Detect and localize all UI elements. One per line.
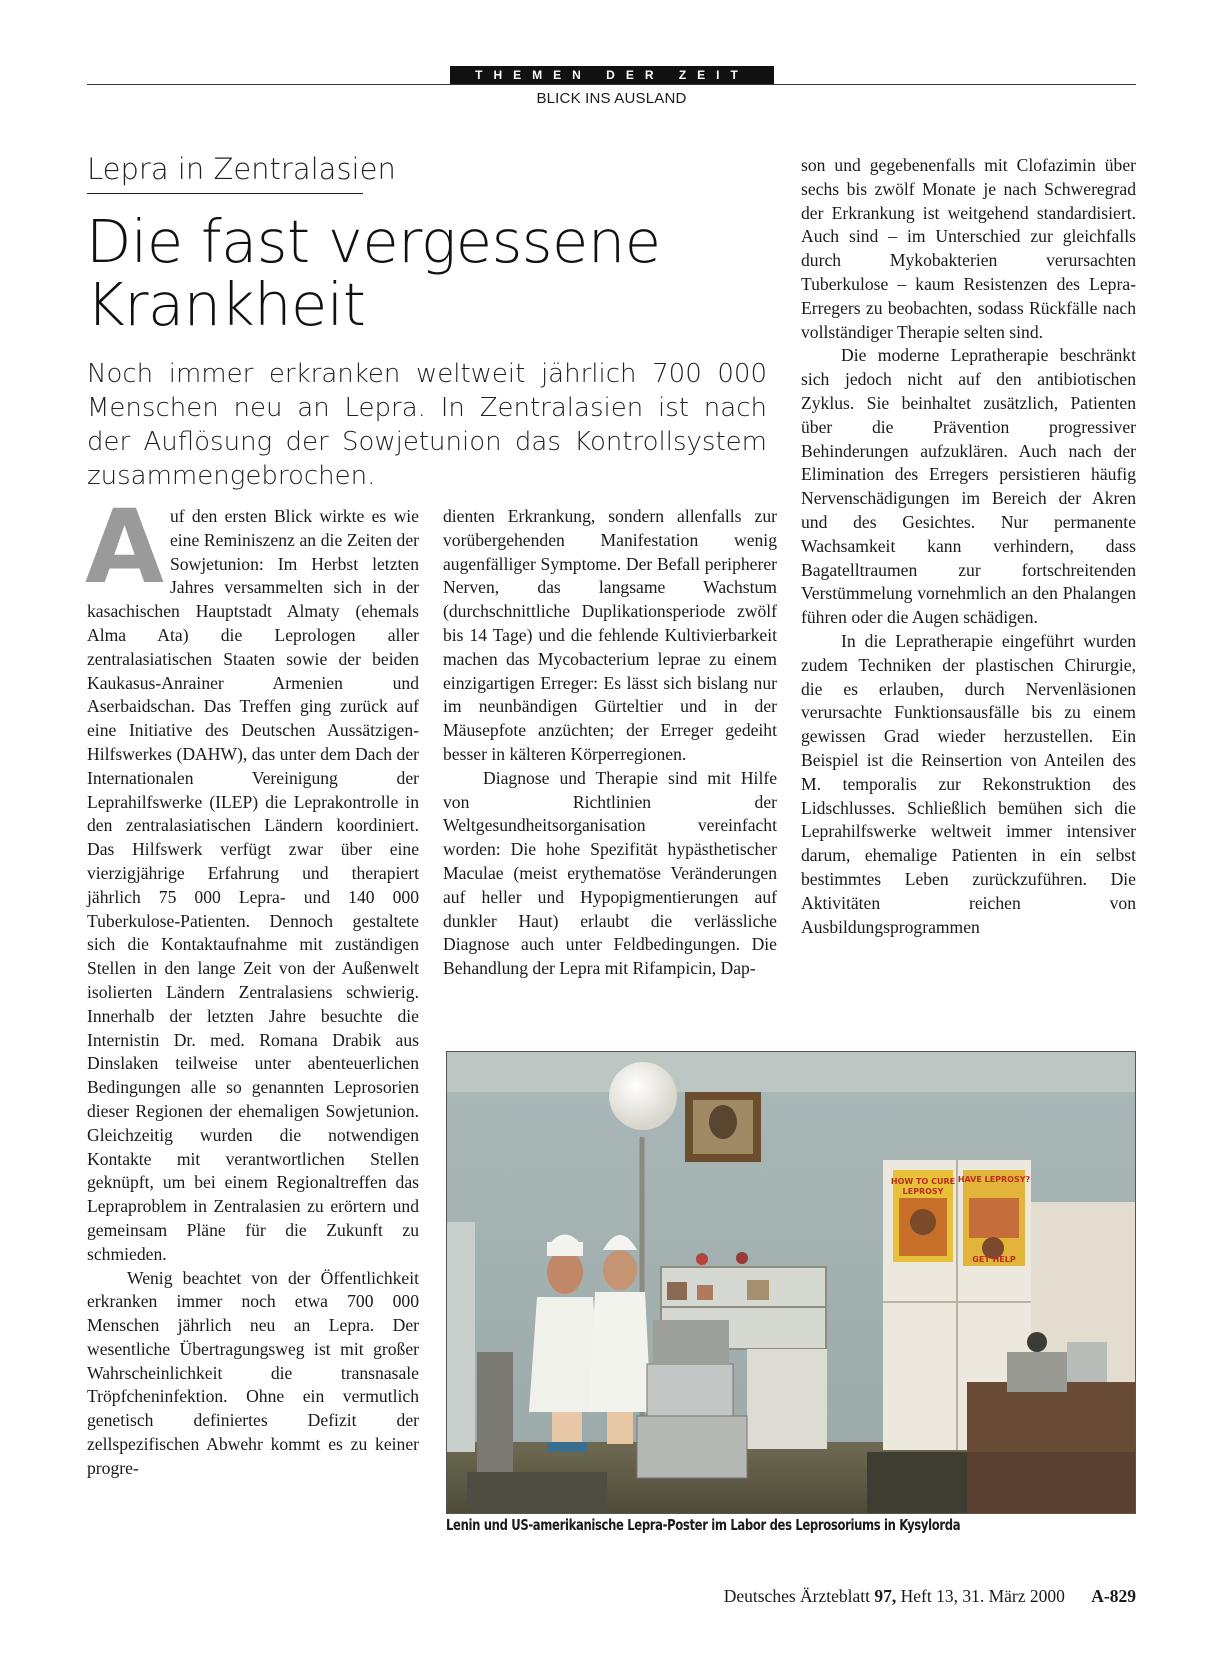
svg-text:HAVE LEPROSY?: HAVE LEPROSY?	[957, 1175, 1031, 1184]
journal-issue: Heft 13, 31. März 2000	[900, 1586, 1065, 1606]
kicker-underline	[87, 193, 363, 194]
journal-volume: 97,	[874, 1586, 897, 1606]
paragraph-text: uf den ersten Blick wirkte es wie eine Reminiszenz an die Zeiten der Sowjetunion: Im Herbst letzten Jahres versammelten sich in der kasachischen Hauptstadt Almaty (ehemals Alma Ata) die Leprologen aller zentralasiatischen Staaten sowie der beiden Kaukasus-Anrainer Armenien und Aserbaidschan. Das Treffen ging zurück auf eine Initiative des Deutschen Aussätzigen-Hilfswerkes (DAHW), das unter dem Dach der Internationalen Vereinigung der Leprahilfswerke (ILEP) die Leprakontrolle in den zentralasiatischen Ländern koordiniert. Das Hilfswerk verfügt zwar über eine vierzigjährige Erfahrung und therapiert jährlich 75 000 Lepra- und 140 000 Tuberkulose-Patienten. Dennoch gestaltete sich die Kontaktaufnahme mit zuständigen Stellen in den lange Zeit von der Außenwelt isolierten Ländern Zentralasiens schwierig. Innerhalb der letzten Jahre besuchte die Internistin Dr. med. Romana Drabik aus Dinslaken teilweise unter abenteuerlichen Bedingungen alle so genannten Leprosorien dieser Regionen der ehemaligen Sowjetunion. Gleichzeitig wurden die notwendigen Kontakte mit verantwortlichen Stellen geknüpft, um bei einem Regionaltreffen das Lepraproblem in Zentralasien zu erörtern und gemeinsam Pläne für die Zukunft zu schmieden.	[87, 506, 419, 1264]
subsection-label: BLICK INS AUSLAND	[536, 90, 687, 107]
page-footer	[600, 1586, 1136, 1607]
text-column-2	[443, 505, 777, 981]
text-column-1	[85, 488, 419, 1481]
article-kicker: Lepra in Zentralasien	[87, 152, 396, 186]
drop-cap: A	[85, 488, 164, 607]
paragraph: dienten Erkrankung, sondern allenfalls zur vorübergehenden Manifestation wenig augenfälliger Symptome. Der Befall peripherer Nerven, das langsame Wachstum (durchschnittliche Duplikationsperiode zwölf bis 14 Tage) und die fehlende Kultivierbarkeit machen das Mycobacterium leprae zu einem einzigartigen Erreger: Es lässt sich bislang nur im neunbändigen Gürteltier und in der Mäusepfote anzüchten; der Erreger gedeiht besser in kälteren Körperregionen.	[443, 506, 777, 764]
header-rule	[87, 84, 1136, 85]
paragraph: Diagnose und Therapie sind mit Hilfe von Richtlinien der Weltgesundheitsorganisation vereinfacht worden: Die hohe Spezifität hypästhetischer Maculae (meist erythematöse Veränderungen auf heller und Hypopigmentierungen auf dunkler Haut) erlaubt die verlässliche Diagnose auch unter Feldbedingungen. Die Behandlung der Lepra mit Rifampicin, Dap-	[443, 767, 777, 979]
paragraph: son und gegebenenfalls mit Clofazimin über sechs bis zwölf Monate je nach Schweregrad der Erkrankung ist weitgehend standardisiert. Auch sind – im Unterschied zur gleichfalls durch Mykobakterien verursachten Tuberkulose – kaum Resistenzen des Lepra-Erregers zu beobachten, sodass Rückfälle nach vollständiger Therapie selten sind.	[801, 155, 1136, 342]
journal-name: Deutsches Ärzteblatt	[723, 1586, 870, 1606]
svg-text:LEPROSY: LEPROSY	[902, 1187, 944, 1196]
photo-caption: Lenin und US-amerikanische Lepra-Poster im Labor des Leprosoriums in Kysylorda	[446, 1516, 961, 1534]
paragraph: Wenig beachtet von der Öffentlichkeit erkranken immer noch etwa 700 000 Menschen jährlich neu an Lepra. Der wesentliche Übertragungsweg ist mit großer Wahrscheinlichkeit die transnasale Tröpfcheninfektion. Ohne ein vermutlich genetisch definiertes Defizit der zellspezifischen Abwehr kommt es zu keiner progre-	[87, 1267, 419, 1478]
article-photo	[446, 1051, 1136, 1514]
section-label: THEMEN DER ZEIT	[450, 66, 774, 85]
text-column-3	[801, 154, 1136, 939]
svg-text:GET HELP: GET HELP	[972, 1255, 1016, 1264]
article-headline: Die fast vergessene Krankheit	[86, 207, 661, 339]
page-number: A-829	[1091, 1586, 1136, 1606]
paragraph: In die Lepratherapie eingeführt wurden zudem Techniken der plastischen Chirurgie, die es erlauben, durch Nervenläsionen verursachte Funktionsausfälle bis zu einem gewissen Grad wieder herzustellen. Ein Beispiel ist die Reinsertion von Anteilen des M. temporalis zur Rekonstruktion des Lidschlusses. Schließlich bemühen sich die Leprahilfswerke weltweit immer intensiver darum, ehemalige Patienten in ein selbst bestimmtes Leben zurückzuführen. Die Aktivitäten reichen von Ausbildungsprogrammen	[801, 630, 1136, 937]
svg-text:HOW TO CURE: HOW TO CURE	[890, 1177, 956, 1186]
article-lead: Noch immer erkranken weltweit jährlich 700 000 Menschen neu an Lepra. In Zentralasien ist nach der Auflösung der Sowjetunion das Kontrollsystem zusammengebrochen.	[87, 359, 767, 491]
paragraph	[85, 488, 419, 1267]
paragraph: Die moderne Lepratherapie beschränkt sich jedoch nicht auf den antibiotischen Zyklus. Sie beinhaltet zusätzlich, Patienten über die Prävention progressiver Behinderungen aufzuklären. Auch nach der Elimination des Erregers persistieren häufig Nervenschädigungen im Bereich der Akren und des Gesichtes. Nur permanente Wachsamkeit kann verhindern, dass Bagatelltraumen zur fortschreitenden Verstümmelung vornehmlich an den Phalangen führen oder die Augen schädigen.	[801, 345, 1136, 628]
